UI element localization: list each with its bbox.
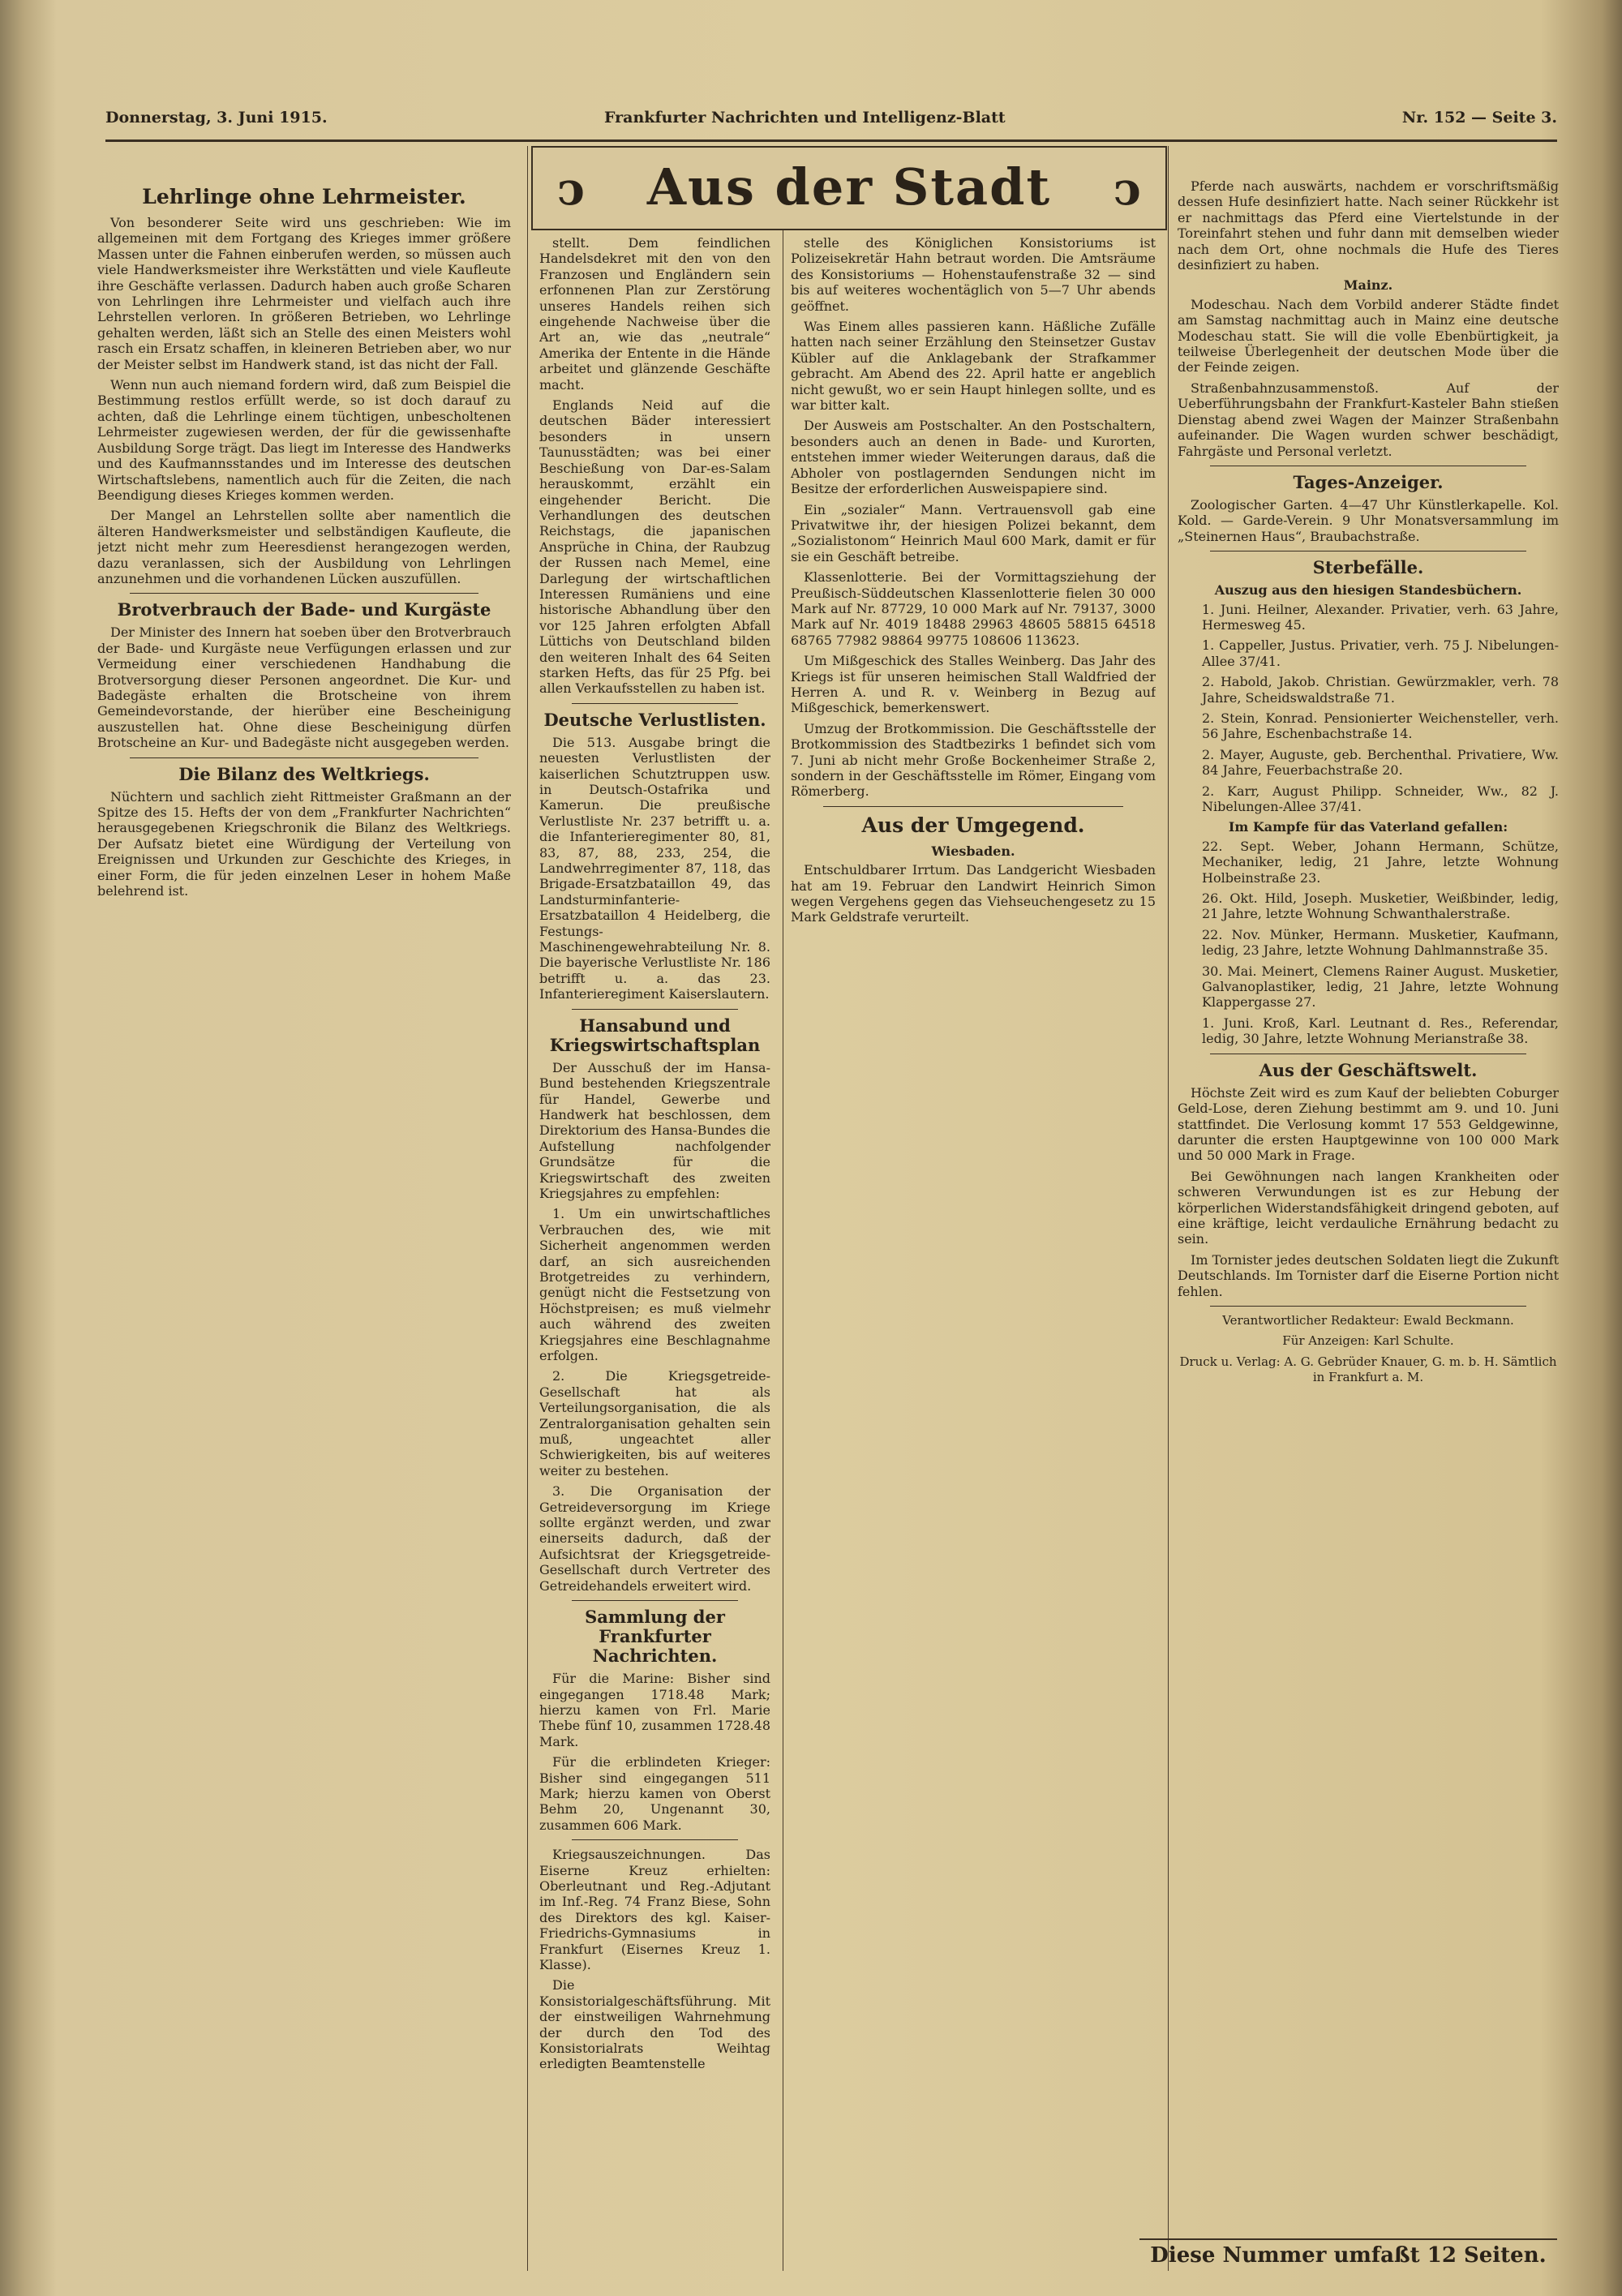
- page-number: Nr. 152 — Seite 3.: [1401, 109, 1557, 127]
- article-headline: Brotverbrauch der Bade- und Kurgäste: [117, 599, 491, 620]
- article-paragraph: Klassenlotterie. Bei der Vormittagsziehung der Preußisch-Süddeutschen Klassenlotterie fielen 30 000 Mark auf Nr. 87729, 10 000 Mark auf Nr. 79137, 3000 Mark auf Nr. 4019 18488 29963 48605 58815 64518 68765 77982 98864 99775 108606 113623.: [791, 569, 1156, 648]
- divider: [572, 1009, 738, 1010]
- article-paragraph: Was Einem alles passieren kann. Häßliche Zufälle hatten nach seiner Erzählung den Steinsetzer Gustav Kübler auf die Anklagebank der Strafkammer gebracht. Am Abend des 22. April hatte er angeblich nicht gewußt, wo er sein Haupt hinlegen sollte, und es war bitter kalt.: [791, 319, 1156, 414]
- list-item: 30. Mai. Meinert, Clemens Rainer August. Musketier, Galvanoplastiker, ledig, 21 Jahre, letzte Wohnung Klappergasse 27.: [1202, 963, 1559, 1011]
- issue-date: Donnerstag, 3. Juni 1915.: [105, 109, 328, 127]
- article-paragraph: Wenn nun auch niemand fordern wird, daß zum Beispiel die Bestimmung restlos erfüllt werde, so ist doch darauf zu achten, daß die Lehrlinge einem tüchtigen, unbescholtenen Lehrmeister zugewiesen werden, der für die gewissenhafte Ausbildung Sorge trägt. Das liegt im Interesse des Handwerks und des Kaufmannsstandes und im Interesse des deutschen Wirtschaftslebens, namentlich auch für die Zeiten, die nach Beendigung dieses Krieges kommen werden.: [97, 377, 511, 503]
- article-paragraph: Straßenbahnzusammenstoß. Auf der Ueberführungsbahn der Frankfurt-Kasteler Bahn stießen Dienstag abend zwei Wagen der Mainzer Straßenbahn aufeinander. Die Wagen wurden schwer beschädigt, Fahrgäste und Personal verletzt.: [1178, 380, 1559, 459]
- list-item: 2. Karr, August Philipp. Schneider, Ww., 82 J. Nibelungen-Allee 37/41.: [1202, 783, 1559, 814]
- divider: [823, 806, 1123, 807]
- list-item: 22. Nov. Münker, Hermann. Musketier, Kaufmann, ledig, 23 Jahre, letzte Wohnung Dahlmannstraße 35.: [1202, 926, 1559, 959]
- list-item: 2. Stein, Konrad. Pensionierter Weichensteller, verh. 56 Jahre, Eschenbachstraße 14.: [1202, 710, 1559, 742]
- section-title: Aus der Stadt: [646, 157, 1052, 217]
- article-headline: Lehrlinge ohne Lehrmeister.: [142, 185, 466, 208]
- column-1: [97, 178, 511, 2255]
- article-paragraph: Für die Marine: Bisher sind eingegangen 1718.48 Mark; hierzu kamen von Frl. Marie Thebe fünf 10, zusammen 1728.48 Mark.: [539, 1671, 770, 1749]
- place-heading: Mainz.: [1343, 277, 1393, 294]
- ornament-icon: ↄ: [1113, 162, 1141, 216]
- column-3: [791, 235, 1156, 2255]
- article-paragraph: Nüchtern und sachlich zieht Rittmeister Graßmann an der Spitze des 15. Hefts der von dem „Frankfurter Nachrichten“ herausgegebenen Kriegschronik die Bilanz des Weltkriegs. Der Aufsatz bietet eine Würdigung der Verteilung von Ereignissen und Urkunden zur Geschichte des Krieges, in einer Form, die für jeden einzelnen Leser in hohem Maße belehrend ist.: [97, 788, 511, 899]
- article-paragraph: 1. Um ein unwirtschaftliches Verbrauchen des, wie mit Sicherheit angenommen werden darf, an sich ausreichenden Brotgetreides zu verhindern, genügt nicht die Festsetzung von Höchstpreisen; es muß vielmehr auch während des zweiten Kriegsjahres eine Beschlagnahme erfolgen.: [539, 1206, 770, 1363]
- article-paragraph: 3. Die Organisation der Getreideversorgung im Kriege sollte ergänzt werden, und zwar einerseits dadurch, daß der Aufsichtsrat der Kriegsgetreide-Gesellschaft durch Vertreter des Getreidehandels erweitert wird.: [539, 1483, 770, 1594]
- imprint-line: Verantwortlicher Redakteur: Ewald Beckmann.: [1222, 1312, 1514, 1328]
- article-paragraph: Ein „sozialer“ Mann. Vertrauensvoll gab eine Privatwitwe ihr, der hiesigen Polizei bekannt, dem „Sozialistonom“ Heinrich Maul 600 Mark, damit er für sie ein Geschäft betreibe.: [791, 501, 1156, 564]
- article-paragraph: 2. Die Kriegsgetreide-Gesellschaft hat als Verteilungsorganisation, die als Zentralorganisation gehalten sein muß, ungeachtet aller Schwierigkeiten, bis auf weiteres weiter zu bestehen.: [539, 1368, 770, 1478]
- article-headline: Deutsche Verlustlisten.: [543, 709, 766, 730]
- divider: [130, 593, 478, 594]
- section-banner: [531, 146, 1167, 230]
- paper-title: Frankfurter Nachrichten und Intelligenz-Blatt: [604, 109, 1006, 127]
- imprint-line: Druck u. Verlag: A. G. Gebrüder Knauer, G. m. b. H. Sämtlich in Frankfurt a. M.: [1179, 1354, 1557, 1385]
- article-paragraph: Umzug der Brotkommission. Die Geschäftsstelle der Brotkommission des Stadtbezirks 1 befindet sich vom 7. Juni ab nicht mehr Große Bockenheimer Straße 2, sondern in der Geschäftsstelle im Römer, Eingang vom Römerberg.: [791, 720, 1156, 800]
- article-paragraph: Englands Neid auf die deutschen Bäder interessiert besonders in unsern Taunusstädten; was bei einer Beschießung von Dar-es-Salam herauskommt, erzählt ein eingehender Bericht. Die Verhandlungen des deutschen Reichstags, die japanischen Ansprüche in China, der Raubzug der Russen nach Memel, eine Darlegung der wirtschaftlichen Interessen Rumäniens und eine historische Abhandlung über den vor 125 Jahren erfolgten Abfall Lüttichs von Deutschland bilden den weiteren Inhalt des 64 Seiten starken Hefts, das für 25 Pfg. bei allen Verkaufsstellen zu haben ist.: [539, 397, 770, 697]
- column-4: [1178, 178, 1559, 2230]
- sub-heading: Im Kampfe für das Vaterland gefallen:: [1228, 819, 1508, 835]
- divider: [572, 1600, 738, 1601]
- article-paragraph: Zoologischer Garten. 4—47 Uhr Künstlerkapelle. Kol. Kold. — Garde-Verein. 9 Uhr Monatsversammlung im „Steinernen Haus“, Braubachstraße.: [1178, 496, 1559, 544]
- imprint-line: Für Anzeigen: Karl Schulte.: [1282, 1333, 1454, 1349]
- article-paragraph: stellt. Dem feindlichen Handelsdekret mit den von den Franzosen und Engländern sein erfonnenen Plan zur Zerstörung unseres Handels reihen sich eingehende Nachweise über die Art an, wie das „neutrale“ Amerika der Entente in die Hände arbeitet und glänzende Geschäfte macht.: [539, 235, 770, 393]
- article-paragraph: Von besonderer Seite wird uns geschrieben: Wie im allgemeinen mit dem Fortgang des Krieges immer größere Massen unter die Fahnen einberufen werden, so müssen auch viele Handwerksmeister ihre Werkstätten und viele Kaufleute ihre Geschäfte verlassen. Dadurch haben auch große Scharen von Lehrlingen ihre Lehrmeister und vielfach auch ihre Lehrstellen verloren. In größeren Betrieben, wo Lehrlinge gehalten werden, läßt sich an Stelle des einen Meisters wohl rasch ein Ersatz schaffen, in kleineren Betrieben aber, wo nur der Meister selbst im Handwerk stand, ist das nicht der Fall.: [97, 215, 511, 372]
- ornament-icon: ↄ: [557, 162, 586, 216]
- page-header: [105, 105, 1557, 138]
- list-item: 22. Sept. Weber, Johann Hermann, Schütze, Mechaniker, ledig, 21 Jahre, letzte Wohnung Holbeinstraße 23.: [1202, 838, 1559, 886]
- article-paragraph: Pferde nach auswärts, nachdem er vorschriftsmäßig dessen Hufe desinfiziert hatte. Nach seiner Rückkehr ist er nachmittags das Pferd eine Viertelstunde in der Toreinfahrt stehen und fuhr dann mit demselben wieder nach dem Ort, ohne nochmals die Hufe des Tieres desinfiziert zu haben.: [1178, 178, 1559, 273]
- list-item: 1. Juni. Kroß, Karl. Leutnant d. Res., Referendar, ledig, 30 Jahre, letzte Wohnung Merianstraße 38.: [1202, 1015, 1559, 1047]
- article-paragraph: Kriegsauszeichnungen. Das Eiserne Kreuz erhielten: Oberleutnant und Reg.-Adjutant im Inf.-Reg. 74 Franz Biese, Sohn des Direktors des kgl. Kaiser-Friedrichs-Gymnasiums in Frankfurt (Eisernes Kreuz 1. Klasse).: [539, 1847, 770, 1972]
- article-headline: Sammlung der Frankfurter Nachrichten.: [585, 1607, 725, 1667]
- divider: [1210, 1306, 1526, 1307]
- article-paragraph: Der Ausweis am Postschalter. An den Postschaltern, besonders auch an denen in Bade- und Kurorten, entstehen immer wieder Weiterungen daraus, daß die Abholer von postlagernden Sendungen nicht im Besitze der erforderlichen Ausweispapiere sind.: [791, 418, 1156, 497]
- article-paragraph: Um Mißgeschick des Stalles Weinberg. Das Jahr des Kriegs ist für unseren heimischen Stall Waldfried der Herren A. und R. v. Weinberg in Bezug auf Mißgeschick, bemerkenswert.: [791, 653, 1156, 716]
- article-paragraph: Der Minister des Innern hat soeben über den Brotverbrauch der Bade- und Kurgäste neue Verfügungen erlassen und zur Vermeidung einer verschiedenen Handhabung die Brotversorgung dieser Personen angeordnet. Die Kur- und Badegäste erhalten die Brotscheine von ihrem Gemeindevorstande, der hierüber eine Bescheinigung auszustellen hat. Ohne diese Bescheinigung dürfen Brotscheine an Kur- und Badegäste nicht ausgegeben werden.: [97, 624, 511, 751]
- article-paragraph: Höchste Zeit wird es zum Kauf der beliebten Coburger Geld-Lose, deren Ziehung bestimmt am 9. und 10. Juni stattfindet. Die Verlosung kommt 17 553 Geldgewinne, darunter die ersten Hauptgewinne von 100 000 Mark und 50 000 Mark in Frage.: [1178, 1084, 1559, 1164]
- column-2: [539, 235, 770, 2255]
- article-paragraph: Die Konsistorialgeschäftsführung. Mit der einstweiligen Wahrnehmung der durch den Tod des Konsistorialrats Weihtag erledigten Beamtenstelle: [539, 1977, 770, 2072]
- article-headline: Hansabund und Kriegswirtschaftsplan: [549, 1015, 761, 1055]
- article-paragraph: Der Ausschuß der im Hansa-Bund bestehenden Kriegszentrale für Handel, Gewerbe und Handwerk hat beschlossen, dem Direktorium des Hansa-Bundes die Aufstellung nachfolgender Grundsätze für die Kriegswirtschaft des zweiten Kriegsjahres zu empfehlen:: [539, 1059, 770, 1201]
- column-divider: [527, 146, 528, 2271]
- divider: [572, 1839, 738, 1840]
- article-headline: Sterbefälle.: [1312, 557, 1424, 578]
- sub-heading: Auszug aus den hiesigen Standesbüchern.: [1214, 582, 1522, 599]
- list-item: 1. Juni. Heilner, Alexander. Privatier, verh. 63 Jahre, Hermesweg 45.: [1202, 601, 1559, 633]
- article-paragraph: Im Tornister jedes deutschen Soldaten liegt die Zukunft Deutschlands. Im Tornister darf die Eiserne Portion nicht fehlen.: [1178, 1251, 1559, 1299]
- article-paragraph: Modeschau. Nach dem Vorbild anderer Städte findet am Samstag nachmittag auch in Mainz eine deutsche Modeschau statt. Sie will die volle Ebenbürtigkeit, ja teilweise Überlegenheit der deutschen Mode über die der Feinde zeigen.: [1178, 296, 1559, 376]
- page-count-notice: Diese Nummer umfaßt 12 Seiten.: [1139, 2238, 1557, 2268]
- column-divider: [1168, 146, 1169, 2271]
- list-item: 26. Okt. Hild, Joseph. Musketier, Weißbinder, ledig, 21 Jahre, letzte Wohnung Schwanthalerstraße.: [1202, 891, 1559, 922]
- article-headline: Aus der Umgegend.: [861, 813, 1085, 837]
- divider: [130, 757, 478, 758]
- article-paragraph: Die 513. Ausgabe bringt die neuesten Verlustlisten der kaiserlichen Schutztruppen usw. in Deutsch-Ostafrika und Kamerun. Die preußische Verlustliste Nr. 237 betrifft u. a. die Infanterieregimenter 80, 81, 83, 87, 88, 233, 254, die Landwehrregimenter 87, 118, das Brigade-Ersatzbataillon 49, das Landsturminfanterie-Ersatzbataillon 4 Heidelberg, die Festungs-Maschinengewehrabteilung Nr. 8. Die bayerische Verlustliste Nr. 186 betrifft u. a. das 23. Infanterieregiment Kaiserslautern.: [539, 734, 770, 1002]
- article-paragraph: Der Mangel an Lehrstellen sollte aber namentlich die älteren Handwerksmeister und selbständigen Kaufleute, die jetzt nicht mehr zum Heeresdienst herangezogen werden, dazu veranlassen, sich der Ausbildung von Lehrlingen anzunehmen und die vorhandenen Lücken auszufüllen.: [97, 508, 511, 586]
- article-headline: Aus der Geschäftswelt.: [1259, 1059, 1478, 1080]
- article-headline: Die Bilanz des Weltkriegs.: [178, 763, 430, 784]
- divider: [572, 703, 738, 704]
- header-rule: [105, 139, 1557, 142]
- article-paragraph: stelle des Königlichen Konsistoriums ist Polizeisekretär Hahn betraut worden. Die Amtsräume des Konsistoriums — Hohenstaufenstraße 32 — sind bis auf weiteres wochentäglich von 5—7 Uhr abends geöffnet.: [791, 235, 1156, 314]
- list-item: 2. Mayer, Auguste, geb. Berchenthal. Privatiere, Ww. 84 Jahre, Feuerbachstraße 20.: [1202, 746, 1559, 779]
- article-paragraph: Entschuldbarer Irrtum. Das Landgericht Wiesbaden hat am 19. Februar den Landwirt Heinrich Simon wegen Vergehens gegen das Viehseuchengesetz zu 15 Mark Geldstrafe verurteilt.: [791, 862, 1156, 925]
- article-paragraph: Für die erblindeten Krieger: Bisher sind eingegangen 511 Mark; hierzu kamen von Oberst Behm 20, Ungenannt 30, zusammen 606 Mark.: [539, 1754, 770, 1833]
- list-item: 1. Cappeller, Justus. Privatier, verh. 75 J. Nibelungen-Allee 37/41.: [1202, 637, 1559, 669]
- place-heading: Wiesbaden.: [931, 843, 1015, 859]
- article-headline: Tages-Anzeiger.: [1293, 471, 1444, 492]
- list-item: 2. Habold, Jakob. Christian. Gewürzmakler, verh. 78 Jahre, Scheidswaldstraße 71.: [1202, 674, 1559, 706]
- article-paragraph: Bei Gewöhnungen nach langen Krankheiten oder schweren Verwundungen ist es zur Hebung der körperlichen Widerstandsfähigkeit dringend geboten, auf eine kräftige, leicht verdauliche Ernährung bedacht zu sein.: [1178, 1168, 1559, 1247]
